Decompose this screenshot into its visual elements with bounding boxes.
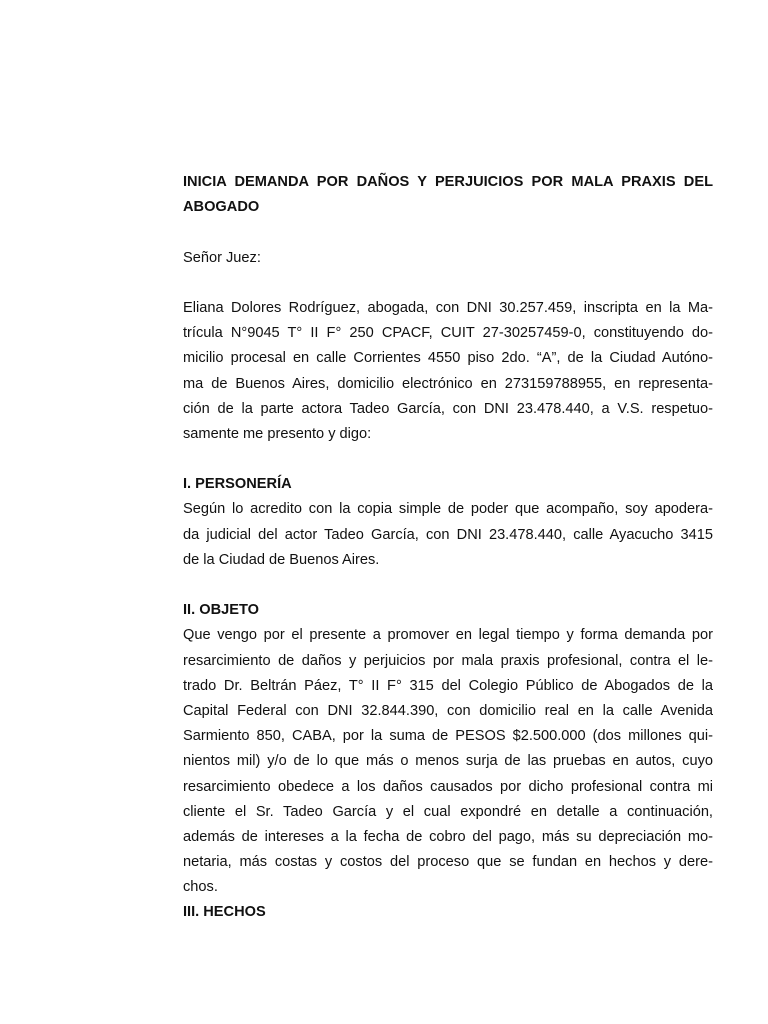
spacer bbox=[183, 271, 713, 296]
section-heading: III. HECHOS bbox=[183, 904, 266, 921]
intro-line: micilio procesal en calle Corrientes 4550 piso 2do. “A”, de la Ciudad Autóno- bbox=[183, 350, 713, 367]
section-line: resarcimiento de daños y perjuicios por mala praxis profesional, contra el le- bbox=[183, 652, 713, 669]
section-heading: II. OBJETO bbox=[183, 602, 259, 619]
spacer bbox=[183, 573, 713, 598]
intro-line: Eliana Dolores Rodríguez, abogada, con DNI 30.257.459, inscripta en la Ma- bbox=[183, 299, 713, 316]
section-line: chos. bbox=[183, 879, 218, 896]
section-heading: I. PERSONERÍA bbox=[183, 476, 292, 493]
intro-line: trícula N°9045 T° II F° 250 CPACF, CUIT 27-30257459-0, constituyendo do- bbox=[183, 325, 713, 342]
section-line: netaria, más costas y costos del proceso que se fundan en hechos y dere- bbox=[183, 854, 713, 871]
section-line: cliente el Sr. Tadeo García y el cual expondré en detalle a continuación, bbox=[183, 803, 713, 820]
section-line: Que vengo por el presente a promover en legal tiempo y forma demanda por bbox=[183, 627, 713, 644]
section-line: Capital Federal con DNI 32.844.390, con domicilio real en la calle Avenida bbox=[183, 702, 713, 719]
spacer bbox=[183, 220, 713, 245]
section-line: nientos mil) y/o de lo que más o menos surja de las pruebas en autos, cuyo bbox=[183, 753, 713, 770]
section-personeria bbox=[183, 472, 713, 573]
document-title-line-2: ABOGADO bbox=[183, 199, 260, 216]
section-line: resarcimiento obedece a los daños causados por dicho profesional contra mi bbox=[183, 778, 713, 795]
intro-line: ma de Buenos Aires, domicilio electrónico en 273159788955, en representa- bbox=[183, 375, 713, 392]
section-line: Sarmiento 850, CABA, por la suma de PESOS $2.500.000 (dos millones qui- bbox=[183, 728, 713, 745]
section-objeto bbox=[183, 598, 713, 900]
section-hechos bbox=[183, 900, 713, 925]
section-line: de la Ciudad de Buenos Aires. bbox=[183, 551, 380, 568]
section-line: además de intereses a la fecha de cobro del pago, más su depreciación mo- bbox=[183, 828, 713, 845]
section-line: trado Dr. Beltrán Páez, T° II F° 315 del Colegio Público de Abogados de la bbox=[183, 677, 713, 694]
spacer bbox=[183, 447, 713, 472]
intro-line: ción de la parte actora Tadeo García, con DNI 23.478.440, a V.S. respetuo- bbox=[183, 400, 713, 417]
intro-line: samente me presento y digo: bbox=[183, 425, 372, 442]
document-title-line-1: INICIA DEMANDA POR DAÑOS Y PERJUICIOS POR MALA PRAXIS DEL bbox=[183, 174, 713, 190]
section-line: Según lo acredito con la copia simple de poder que acompaño, soy apodera- bbox=[183, 501, 713, 518]
intro-paragraph bbox=[183, 296, 713, 447]
document-body bbox=[183, 170, 713, 926]
salutation: Señor Juez: bbox=[183, 249, 261, 266]
section-line: da judicial del actor Tadeo García, con DNI 23.478.440, calle Ayacucho 3415 bbox=[183, 526, 713, 543]
